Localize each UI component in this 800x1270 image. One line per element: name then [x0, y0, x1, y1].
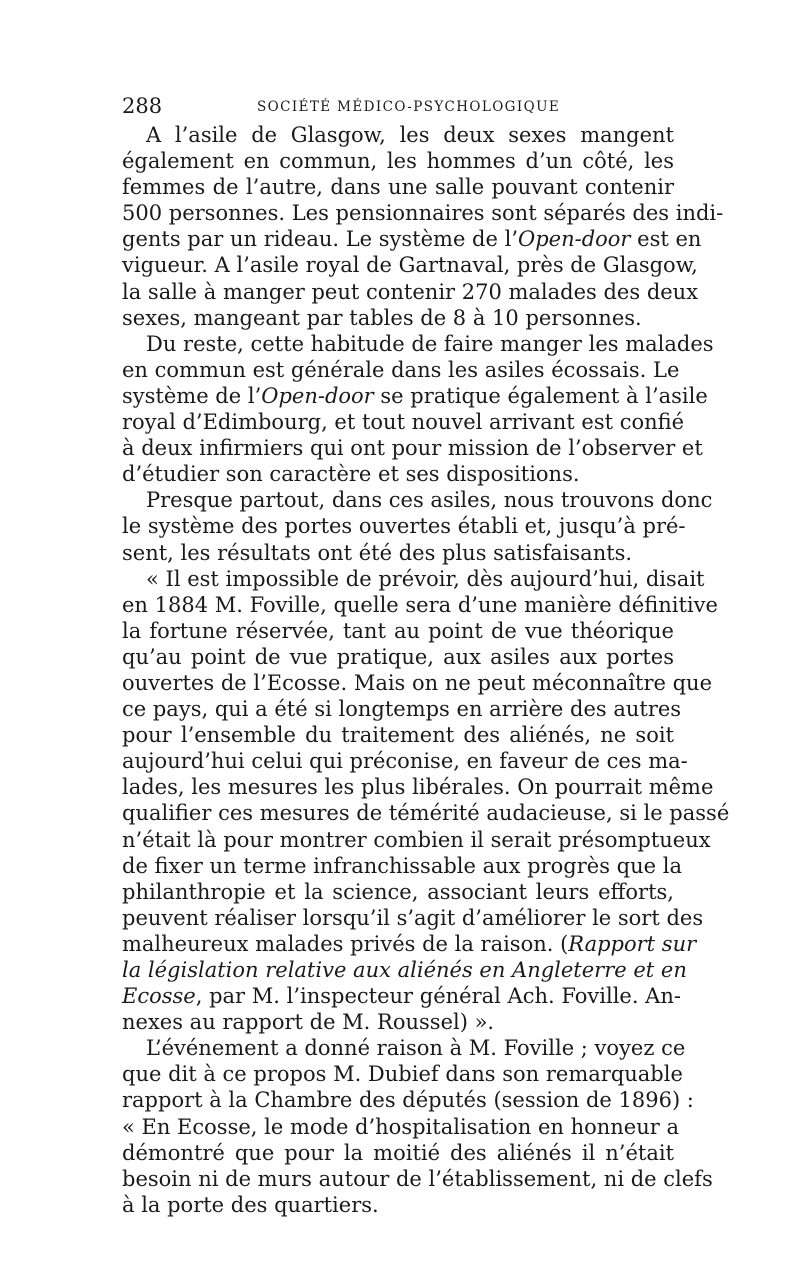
running-title: SOCIÉTÉ MÉDICO-PSYCHOLOGIQUE	[257, 99, 561, 115]
italic-term: Open-door	[261, 383, 374, 408]
italic-citation: Rapport sur	[568, 931, 697, 956]
text-line: nexes au rapport de M. Roussel) ».	[122, 1010, 495, 1035]
text-segment: malheureux malades privés de la raison. (	[122, 931, 569, 956]
text-line	[122, 931, 697, 957]
paragraph	[122, 566, 730, 1036]
text-line	[122, 983, 681, 1009]
text-segment: est en	[630, 227, 702, 252]
text-line: Du reste, cette habitude de faire manger les malades	[146, 331, 714, 356]
paragraph	[122, 1035, 713, 1218]
text-line: sexes, mangeant par tables de 8 à 10 personnes.	[122, 305, 642, 330]
text-line: Presque partout, dans ces asiles, nous trouvons donc	[146, 488, 713, 513]
text-line: vigueur. A l’asile royal de Gartnaval, près de Glasgow,	[122, 253, 698, 278]
text-line: royal d’Edimbourg, et tout nouvel arrivant est confié	[122, 410, 685, 435]
text-segment: ,	[195, 984, 210, 1009]
italic-citation: la législation relative aux aliénés en Angleterre et en	[122, 958, 687, 982]
text-line: femmes de l’autre, dans une salle pouvant contenir	[122, 175, 674, 200]
text-line: qualifier ces mesures de témérité audacieuse, si le passé	[122, 801, 730, 826]
text-line: L’événement a donné raison à M. Foville ; voyez ce	[146, 1036, 686, 1061]
text-segment: système de l’	[122, 383, 262, 408]
text-line: ouvertes de l’Ecosse. Mais on ne peut méconnaître que	[122, 670, 712, 695]
italic-term: Open-door	[518, 227, 631, 252]
text-line: le système des portes ouvertes établi et, jusqu’à pré-	[122, 514, 686, 539]
text-line: rapport à la Chambre des députés (session de 1896) :	[122, 1088, 694, 1113]
text-line: peuvent réaliser lorsqu’il s’agit d’améliorer le sort des	[122, 905, 704, 930]
text-line: philanthropie et la science, associant leurs efforts,	[122, 879, 674, 904]
text-line: également en commun, les hommes d’un côté, les	[122, 149, 674, 174]
text-line: qu’au point de vue pratique, aux asiles aux portes	[122, 644, 674, 669]
paragraph	[122, 122, 724, 331]
text-line: la fortune réservée, tant au point de vue théorique	[122, 618, 674, 643]
text-line	[122, 957, 687, 983]
body-text	[122, 122, 730, 1218]
text-line: en 1884 M. Foville, quelle sera d’une manière définitive	[122, 592, 718, 617]
text-line: lades, les mesures les plus libérales. On pourrait même	[122, 775, 714, 800]
text-line: à la porte des quartiers.	[122, 1192, 379, 1217]
text-line	[122, 383, 708, 409]
text-line	[122, 226, 702, 252]
text-line: de fixer un terme infranchissable aux progrès que la	[122, 853, 682, 878]
text-segment: gents par un rideau. Le système de l’	[122, 227, 518, 252]
page-number: 288	[122, 94, 163, 118]
text-line: sent, les résultats ont été des plus satisfaisants.	[122, 540, 633, 565]
text-line: besoin ni de murs autour de l’établissement, ni de clefs	[122, 1166, 713, 1191]
paragraph	[122, 331, 714, 488]
text-line: d’étudier son caractère et ses dispositions.	[122, 462, 580, 487]
text-segment: par M. l’inspecteur général Ach. Foville. An-	[209, 984, 681, 1009]
text-line: que dit à ce propos M. Dubief dans son remarquable	[122, 1062, 683, 1087]
text-line: démontré que pour la moitié des aliénés il n’était	[122, 1140, 674, 1165]
text-line: la salle à manger peut contenir 270 malades des deux	[122, 279, 699, 304]
text-line: pour l’ensemble du traitement des aliénés, ne soit	[122, 723, 674, 748]
text-segment: se pratique également à l’asile	[373, 383, 708, 408]
italic-citation: Ecosse	[122, 984, 196, 1009]
text-line: « Il est impossible de prévoir, dès aujourd’hui, disait	[146, 566, 705, 591]
text-line: A l’asile de Glasgow, les deux sexes mangent	[146, 123, 674, 147]
book-page	[122, 92, 730, 1218]
text-line: « En Ecosse, le mode d’hospitalisation en honneur a	[122, 1114, 679, 1139]
text-line: à deux infirmiers qui ont pour mission de l’observer et	[122, 436, 703, 461]
text-line: en commun est générale dans les asiles écossais. Le	[122, 357, 680, 382]
text-line: 500 personnes. Les pensionnaires sont séparés des indi-	[122, 201, 724, 226]
text-line: aujourd’hui celui qui préconise, en faveur de ces ma-	[122, 749, 688, 774]
paragraph	[122, 487, 713, 565]
text-line: ce pays, qui a été si longtemps en arrière des autres	[122, 697, 682, 722]
running-head	[122, 92, 674, 120]
text-line: n’était là pour montrer combien il serait présomptueux	[122, 827, 711, 852]
